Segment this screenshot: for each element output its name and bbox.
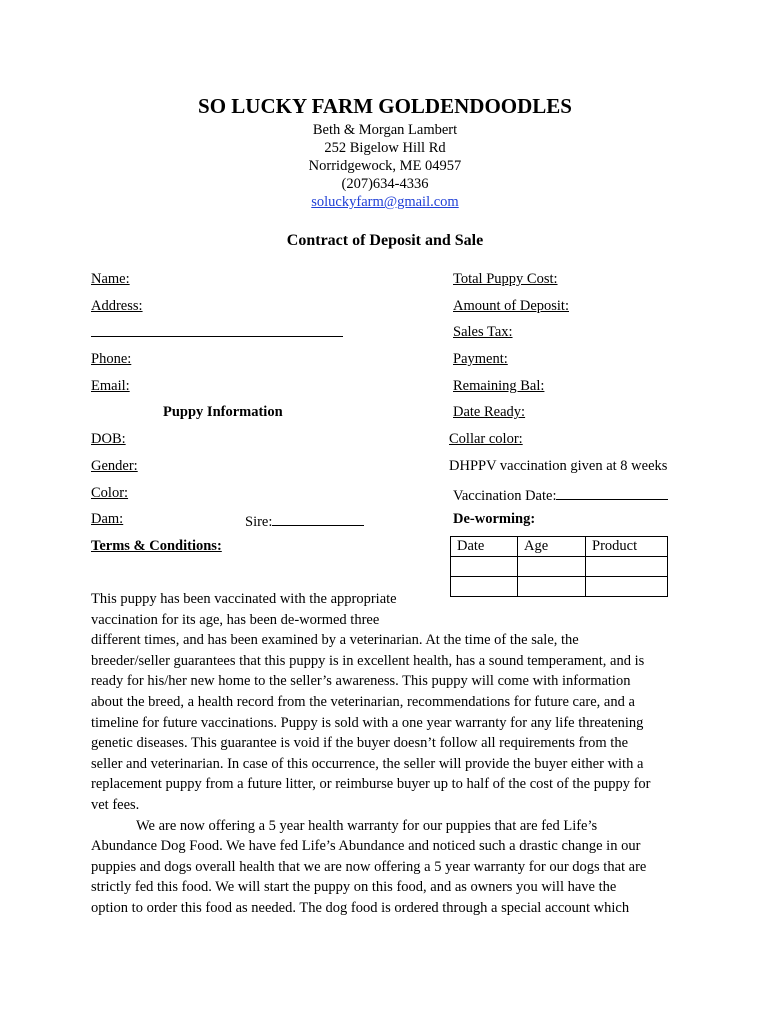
deworming-table xyxy=(450,536,668,597)
text-line: Abundance Dog Food. We have fed Life’s Abundance and noticed such a drastic change in our xyxy=(91,838,641,855)
total-cost-field[interactable]: Total Puppy Cost: xyxy=(453,271,558,287)
table-header-row xyxy=(451,537,668,557)
text-line: vaccination for its age, has been de-wormed three xyxy=(91,611,380,628)
date-ready-field[interactable]: Date Ready: xyxy=(453,404,526,420)
age-cell[interactable] xyxy=(518,557,586,577)
product-cell[interactable] xyxy=(586,557,668,577)
terms-heading: Terms & Conditions: xyxy=(91,538,222,554)
deworming-heading: De-worming: xyxy=(453,511,536,527)
text-line: breeder/seller guarantees that this puppy is in excellent health, has a sound temperament, and is xyxy=(91,652,645,669)
collar-color-field[interactable]: Collar color: xyxy=(449,431,523,447)
date-cell[interactable] xyxy=(451,557,518,577)
text-line: vet fees. xyxy=(91,796,140,813)
remaining-balance-field[interactable]: Remaining Bal: xyxy=(453,378,545,394)
text-line: seller and veterinarian. In case of this occurrence, the seller will provide the buyer either with a xyxy=(91,755,644,772)
dob-field[interactable]: DOB: xyxy=(91,431,126,447)
header-age: Age xyxy=(518,537,586,557)
address-line-2[interactable] xyxy=(91,336,343,337)
text-line: This puppy has been vaccinated with the appropriate xyxy=(91,591,397,607)
header-product: Product xyxy=(586,537,668,557)
text-line: option to order this food as needed. The dog food is ordered through a special account which xyxy=(91,899,630,916)
sire-field[interactable]: Sire: xyxy=(245,511,364,531)
text-line: replacement puppy from a future litter, or reimburse buyer up to half of the cost of the puppy for xyxy=(91,776,651,793)
payment-field[interactable]: Payment: xyxy=(453,351,508,367)
terms-paragraph xyxy=(91,589,651,919)
text-line: timeline for future vaccinations. Puppy is sold with a one year warranty for any life threatening xyxy=(91,714,644,731)
text-line: We are now offering a 5 year health warranty for our puppies that are fed Life’s xyxy=(136,817,598,834)
dhppv-note: DHPPV vaccination given at 8 weeks xyxy=(449,458,668,474)
header-date: Date xyxy=(451,537,518,557)
deposit-field[interactable]: Amount of Deposit: xyxy=(453,298,569,314)
owners-name: Beth & Morgan Lambert xyxy=(312,122,458,138)
text-line: different times, and has been examined by a veterinarian. At the time of the sale, the xyxy=(91,632,579,649)
email-link[interactable]: soluckyfarm@gmail.com xyxy=(311,194,459,210)
email-field[interactable]: Email: xyxy=(91,378,130,394)
text-line: puppies and dogs overall health that we are now offering a 5 year warranty for our dogs that are xyxy=(91,858,647,875)
dam-field[interactable]: Dam: xyxy=(91,511,124,527)
sales-tax-field[interactable]: Sales Tax: xyxy=(453,324,513,340)
name-field[interactable]: Name: xyxy=(91,271,130,287)
contract-title: Contract of Deposit and Sale xyxy=(286,232,484,249)
vaccination-date-field[interactable]: Vaccination Date: xyxy=(453,485,668,505)
text-line: about the breed, a health record from the veterinarian, recommendations for future care, and a xyxy=(91,693,635,710)
phone-number: (207)634-4336 xyxy=(341,176,429,192)
gender-field[interactable]: Gender: xyxy=(91,458,138,474)
color-field[interactable]: Color: xyxy=(91,485,129,501)
text-line: genetic diseases. This guarantee is void if the buyer doesn’t follow all requirements from the xyxy=(91,735,629,752)
city-state-zip: Norridgewock, ME 04957 xyxy=(308,158,462,174)
phone-field[interactable]: Phone: xyxy=(91,351,132,367)
farm-title: SO LUCKY FARM GOLDENDOODLES xyxy=(198,94,572,118)
table-row xyxy=(451,557,668,577)
street-address: 252 Bigelow Hill Rd xyxy=(324,140,446,156)
address-field[interactable]: Address: xyxy=(91,298,143,314)
text-line: ready for his/her new home to the seller’s awareness. This puppy will come with information xyxy=(91,673,631,690)
puppy-info-heading: Puppy Information xyxy=(163,404,283,420)
text-line: strictly fed this food. We will start the puppy on this food, and as owners you will have the xyxy=(91,879,617,896)
